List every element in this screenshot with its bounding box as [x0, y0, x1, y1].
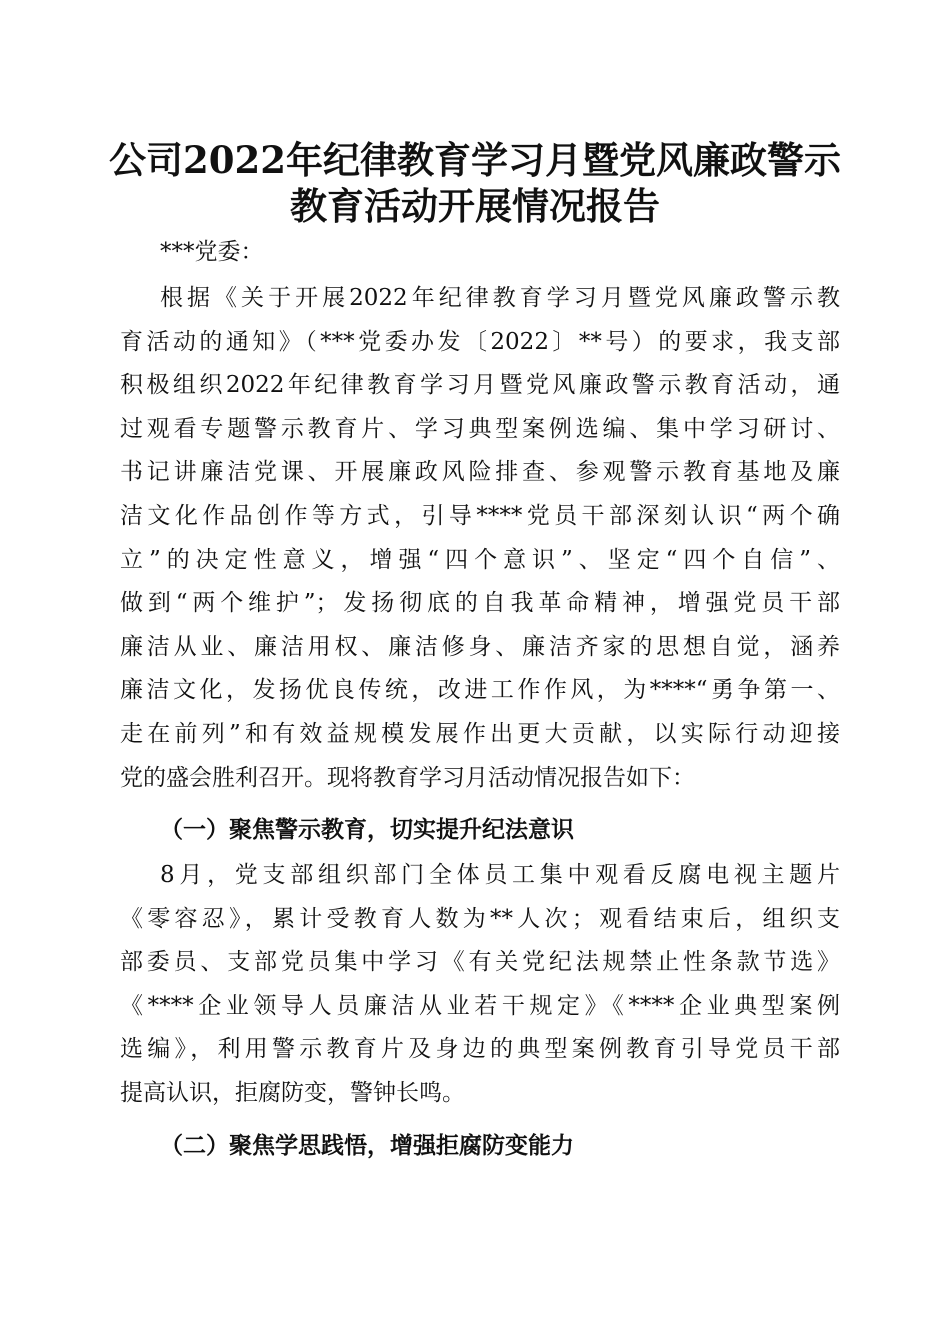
paragraph-line: 书记讲廉洁党课、开展廉政风险排查、参观警示教育基地及廉 — [120, 459, 840, 486]
document-title-line-1: 公司2022年纪律教育学习月暨党风廉政警示 — [109, 138, 841, 182]
paragraph-line: 提高认识，拒腐防变，警钟长鸣。 — [120, 1079, 465, 1106]
paragraph-line: 积极组织2022年纪律教育学习月暨党风廉政警示教育活动，通 — [120, 372, 840, 399]
paragraph-intro — [120, 277, 840, 800]
paragraph-line: 选编》，利用警示教育片及身边的典型案例教育引导党员干部 — [120, 1036, 840, 1063]
paragraph-line: 洁文化作品创作等方式，引导****党员干部深刻认识“两个确 — [120, 502, 840, 529]
paragraph-line: 根据《关于开展2022年纪律教育学习月暨党风廉政警示教 — [160, 285, 840, 311]
paragraph-line: 过观看专题警示教育片、学习典型案例选编、集中学习研讨、 — [120, 415, 840, 442]
paragraph-line: 做到“两个维护”；发扬彻底的自我革命精神，增强党员干部 — [120, 590, 840, 617]
paragraph-line: 立”的决定性意义，增强“四个意识”、坚定“四个自信”、 — [120, 546, 840, 573]
document-title-line-2: 教育活动开展情况报告 — [290, 184, 660, 228]
paragraph-line: 走在前列”和有效益规模发展作出更大贡献，以实际行动迎接 — [120, 720, 840, 747]
paragraph-line: 廉洁文化，发扬优良传统，改进工作作风，为****“勇争第一、 — [120, 677, 840, 704]
paragraph-line: 《****企业领导人员廉洁从业若干规定》《****企业典型案例 — [120, 992, 840, 1019]
salutation: ***党委： — [160, 239, 264, 265]
paragraph-line: 部委员、支部党员集中学习《有关党纪法规禁止性条款节选》 — [120, 949, 840, 976]
section-heading-2: （二）聚焦学思践悟，增强拒腐防变能力 — [160, 1132, 574, 1159]
section-heading-1: （一）聚焦警示教育，切实提升纪法意识 — [160, 816, 574, 843]
paragraph-section-1 — [120, 854, 840, 1116]
paragraph-line: 育活动的通知》（***党委办发〔2022〕**号）的要求，我支部 — [120, 328, 840, 355]
paragraph-line: 8月，党支部组织部门全体员工集中观看反腐电视主题片 — [160, 862, 840, 888]
paragraph-line: 廉洁从业、廉洁用权、廉洁修身、廉洁齐家的思想自觉，涵养 — [120, 633, 840, 660]
paragraph-line: 党的盛会胜利召开。现将教育学习月活动情况报告如下： — [120, 764, 695, 791]
paragraph-line: 《零容忍》，累计受教育人数为**人次；观看结束后，组织支 — [120, 905, 840, 932]
